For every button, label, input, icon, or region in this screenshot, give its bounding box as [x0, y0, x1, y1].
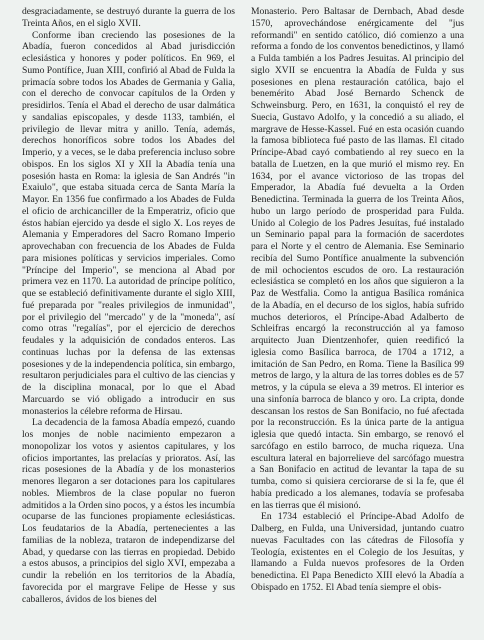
- left-paragraph-3: La decadencia de la famosa Abadía empezó, cuando los monjes de noble nacimiento empezaron a monopolizar los votos y asientos capitulares, y los oficios importantes, las prelacías y prioratos. Así, las ricas posesiones de la Abadía y de los monasterios menores llegaron a ser dotaciones para los capitulares nobles. Miembros de la clase popular no fueron admitidos a la Orden sino pocos, y a éstos les incumbía ocuparse de las funciones propiamente eclesiásticas. Los feudatarios de la Abadía, pertenecientes a las familias de la nobleza, trataron de independizarse del Abad, y quedarse con las tierras en propiedad. Debido a estos abusos, a principios del siglo XVI, empezaba a cundir la rebelión en los territorios de la Abadía, favorecida por el margrave Felipe de Hesse y sus caballeros, ávidos de los bienes del: [22, 417, 235, 605]
- right-paragraph-2: En 1734 estableció el Príncipe-Abad Adolfo de Dalberg, en Fulda, una Universidad, juntando cuatro nuevas Facultades con las cátedras de Filosofía y Teología, existentes en el Colegio de los Jesuítas, y llamando a Fulda nuevos profesores de la Orden benedictina. El Papa Benedicto XIII elevó la Abadía a Obispado en 1752. El Abad tenía siempre el obis-: [251, 511, 464, 593]
- left-column: [22, 6, 235, 640]
- left-paragraph-2: Conforme iban creciendo las posesiones de la Abadía, fueron concedidos al Abad jurisdicción eclesiástica y honores y poder políticos. En 969, el Sumo Pontífice, Juan XIII, confirió al Abad de Fulda la primacía sobre todos los Abades de Germania y Galia, con el derecho de convocar capítulos de la Orden y presidirlos. Tenía el Abad el derecho de usar dalmática y sandalias episcopales, y desde 1133, también, el privilegio de llevar mitra y anillo. Tenía, además, derechos honoríficos sobre todos los Abades del Imperio, y a veces, se le daba preferencia incluso sobre obispos. En los siglos XI y XII la Abadía tenía una posesión hasta en Roma: la iglesia de San Andrés "in Exaiulo", que estaba situada cerca de Santa María la Mayor. En 1356 fue confirmado a los Abades de Fulda el oficio de archicanciller de la Emperatriz, oficio que éstos habían ejercido ya desde el siglo X. Los reyes de Alemania y Emperadores del Sacro Romano Imperio aprovechaban con frecuencia de los Abades de Fulda para misiones políticas y servicios imperiales. Como "Príncipe del Imperio", se menciona al Abad por primera vez en 1170. La autoridad de príncipe político, que se estableció definitivamente durante el siglo XIII, fué preparada por "reales privilegios de inmunidad", por el privilegio del "mercado" y de la "moneda", así como otras "regalías", por el ejercicio de derechos feudales y la adquisición de condados enteros. Las continuas luchas por la defensa de las extensas posesiones y de la independencia política, sin embargo, resultaron perjudiciales para el cultivo de las ciencias y de la disciplina monacal, por lo que el Abad Marcuardo se vió obligado a introducir en sus monasterios la célebre reforma de Hirsau.: [22, 29, 235, 417]
- left-paragraph-1: desgraciadamente, se destruyó durante la guerra de los Treinta Años, en el siglo XVII.: [22, 6, 235, 29]
- right-paragraph-1: Monasterio. Pero Baltasar de Dernbach, Abad desde 1570, aprovechándose enérgicamente del "jus reformandi" en sentido católico, dió comienzo a una reforma a fondo de los conventos benedictinos, y llamó a Fulda también a los Padres Jesuitas. Al principio del siglo XVII se encuentra la Abadía de Fulda y sus posesiones en plena restauración católica, bajo el benemérito Abad José Bernardo Schenck de Schweinsburg. Pero, en 1631, la conquistó el rey de Suecia, Gustavo Adolfo, y la concedió a su aliado, el margrave de Hesse-Kassel. Fué en esta ocasión cuando la famosa biblioteca fué pasto de las llamas. El citado Príncipe-Abad cayó combatiendo al rey sueco en la batalla de Luetzen, en la que murió el mismo rey. En 1634, por el avance victorioso de las tropas del Emperador, la Abadía fué devuelta a la Orden Benedictina. Terminada la guerra de los Treinta Años, hubo un largo período de prosperidad para Fulda. Unido al Colegio de los Padres Jesuítas, fué instalado un Seminario papal para la formación de sacerdotes para el Norte y el centro de Alemania. Ese Seminario recibía del Sumo Pontífice anualmente la subvención de mil ochocientos escudos de oro. La restauración eclesiástica se completó en los años que siguieron a la Paz de Westfalia. Como la antigua Basílica románica de la Abadía, en el decurso de los siglos, había sufrido muchos deterioros, el Príncipe-Abad Adalberto de Schleifras encargó la reconstrucción al ya famoso arquitecto Juan Dientzenhofer, quien reedificó la iglesia como Basílica barroca, de 1704 a 1712, a imitación de San Pedro, en Roma. Tiene la Basílica 99 metros de largo, y la altura de las torres dobles es de 57 metros, y la cúpula se eleva a 39 metros. El interior es una sinfonía barroca de blanco y oro. La cripta, donde descansan los restos de San Bonifacio, no fué afectada por la reconstrucción. Es la única parte de la antigua iglesia que quedó intacta. Sin embargo, se renovó el sarcófago en estilo barroco, de mucha riqueza. Una escultura lateral en bajorrelieve del sarcófago muestra a San Bonifacio en actitud de levantar la tapa de su tumba, como si quisiera cerciorarse de si la fe, que él había predicado a los alemanes, todavía se profesaba en las tierras que él misionó.: [251, 6, 464, 511]
- right-column: [251, 6, 464, 640]
